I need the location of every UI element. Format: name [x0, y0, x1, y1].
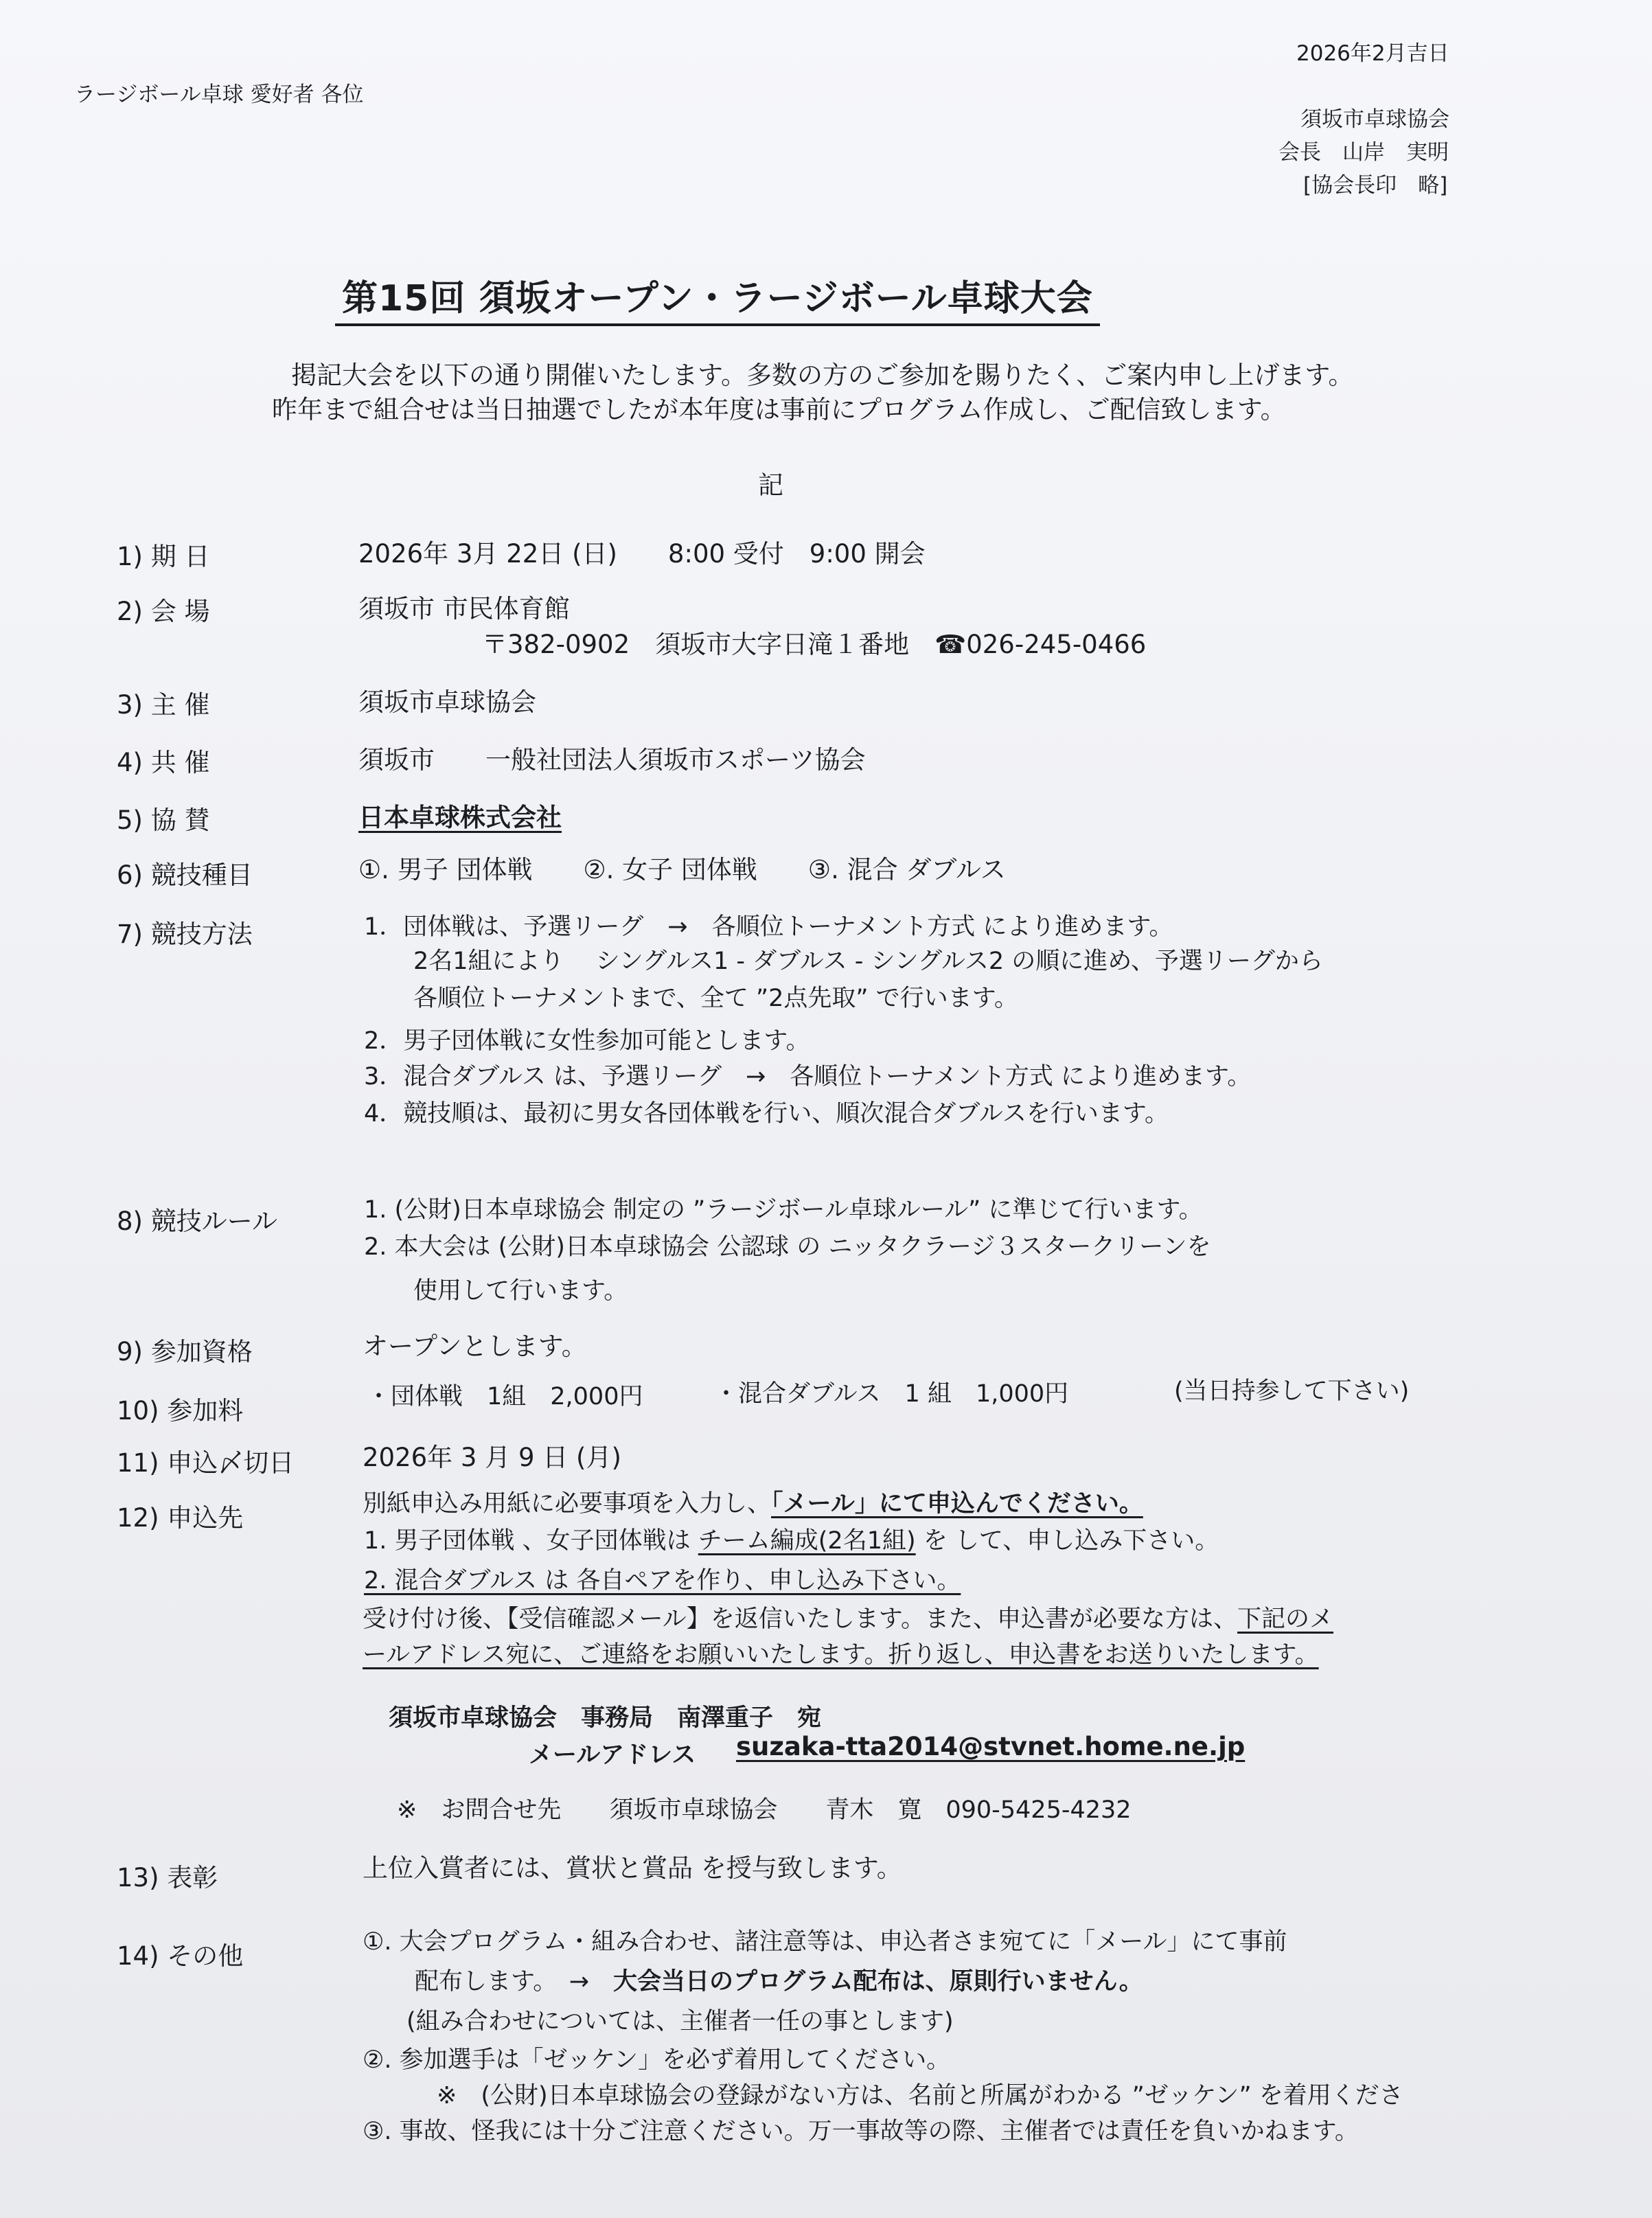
fee-team: ・団体戦 1組 2,000円	[367, 1383, 643, 1410]
value-eligibility: オープンとします。	[363, 1331, 587, 1361]
value-deadline: 2026年 3 月 9 日 (月)	[363, 1443, 621, 1472]
label-date: 1) 期 日	[117, 542, 210, 571]
page-title: 第15回 須坂オープン・ラージボール卓球大会	[335, 269, 1100, 326]
apply-office: 須坂市卓球協会 事務局 南澤重子 宛	[389, 1704, 822, 1732]
other-line-6: ③. 事故、怪我には十分ご注意ください。万一事故等の際、主催者では責任を負いかねます。	[363, 2118, 1359, 2145]
label-sponsor: 5) 協 賛	[117, 805, 210, 835]
other-program-notice: 大会当日のプログラム配布は、原則行いません。	[613, 1968, 1143, 1996]
method-line-5: 3．混合ダブルス は、予選リーグ → 各順位トーナメント方式 により進めます。	[364, 1063, 1252, 1090]
value-cohost: 須坂市 一般社団法人須坂市スポーツ協会	[358, 745, 866, 775]
label-method: 7) 競技方法	[117, 919, 253, 949]
sender-org: 須坂市卓球協会	[1300, 107, 1449, 132]
apply-team-format: チーム編成(2名1組)	[698, 1527, 916, 1555]
apply-line-1	[363, 1485, 1143, 1519]
apply-line-2	[364, 1522, 1219, 1556]
label-deadline: 11) 申込〆切日	[117, 1448, 295, 1478]
value-events: ①. 男子 団体戦 ②. 女子 団体戦 ③. 混合 ダブルス	[358, 855, 1006, 884]
other-line-2	[415, 1963, 1143, 1997]
apply-line-2-text: 1. 男子団体戦 、女子団体戦は	[364, 1527, 698, 1555]
inquiry-line: ※ お問合せ先 須坂市卓球協会 青木 寛 090-5425-4232	[397, 1796, 1132, 1824]
apply-line-5: ールアドレス宛に、ご連絡をお願いいたします。折り返し、申込書をお送りいたします。	[363, 1641, 1319, 1669]
other-line-2-text: 配布します。 →	[415, 1968, 614, 1996]
label-events: 6) 競技種目	[117, 860, 253, 890]
label-rules: 8) 競技ルール	[117, 1207, 277, 1236]
label-apply: 12) 申込先	[117, 1503, 244, 1533]
method-line-6: 4．競技順は、最初に男女各団体戦を行い、順次混合ダブルスを行います。	[364, 1100, 1169, 1128]
apply-line-1-text: 別紙申込み用紙に必要事項を入力し、	[363, 1490, 772, 1518]
label-cohost: 4) 共 催	[117, 748, 210, 777]
ki-mark: 記	[758, 470, 783, 500]
intro-line-2: 昨年まで組合せは当日抽選でしたが本年度は事前にプログラム作成し、ご配信致します。	[272, 395, 1286, 424]
apply-mail-instruction: 「メール」にて申込んでください。	[771, 1490, 1143, 1518]
rules-line-1: 1. (公財)日本卓球協会 制定の ”ラージボール卓球ルール” に準じて行います。	[364, 1196, 1203, 1224]
rules-line-3: 使用して行います。	[413, 1277, 628, 1305]
other-line-3: (組み合わせについては、主催者一任の事とします)	[406, 2008, 954, 2035]
fee-mixed: ・混合ダブルス 1 組 1,000円	[714, 1380, 1069, 1408]
label-venue: 2) 会 場	[117, 597, 210, 626]
apply-line-4-underlined: 下記のメ	[1237, 1605, 1334, 1633]
label-award: 13) 表彰	[117, 1863, 218, 1893]
label-fee: 10) 参加料	[117, 1396, 244, 1426]
method-line-1: 1．団体戦は、予選リーグ → 各順位トーナメント方式 により進めます。	[364, 913, 1173, 941]
other-line-5: ※ (公財)日本卓球協会の登録がない方は、名前と所属がわかる ”ゼッケン” を着用くださ	[437, 2082, 1403, 2110]
seal-note: [協会長印 略]	[1303, 173, 1448, 198]
sender-name: 会長 山岸 実明	[1278, 140, 1449, 165]
email-label: メールアドレス	[529, 1741, 696, 1769]
other-line-1: ①. 大会プログラム・組み合わせ、諸注意等は、申込者さま宛てに「メール」にて事前	[363, 1928, 1287, 1956]
venue-address: 〒382-0902 須坂市大字日滝１番地 ☎026-245-0466	[482, 630, 1147, 659]
value-sponsor: 日本卓球株式会社	[358, 803, 562, 832]
intro-line-1: 掲記大会を以下の通り開催いたします。多数の方のご参加を賜りたく、ご案内申し上げます。	[291, 361, 1354, 390]
label-eligibility: 9) 参加資格	[117, 1337, 253, 1367]
recipient-line: ラージボール卓球 愛好者 各位	[74, 82, 364, 107]
rules-line-2: 2. 本大会は (公財)日本卓球協会 公認球 の ニッタクラージ３スタークリーンを	[364, 1233, 1211, 1261]
other-line-4: ②. 参加選手は「ゼッケン」を必ず着用してください。	[363, 2046, 951, 2074]
method-line-2: 2名1組により シングルス1 - ダブルス - シングルス2 の順に進め、予選リーグから	[413, 948, 1323, 975]
label-host: 3) 主 催	[117, 690, 210, 720]
fee-note: (当日持参して下さい)	[1174, 1377, 1410, 1405]
apply-line-2-tail: を して、申し込み下さい。	[915, 1527, 1219, 1555]
document-date: 2026年2月吉日	[1296, 41, 1449, 66]
apply-line-4	[363, 1600, 1333, 1634]
method-line-3: 各順位トーナメントまで、全て ”2点先取” で行います。	[413, 985, 1018, 1012]
method-line-4: 2．男子団体戦に女性参加可能とします。	[364, 1027, 810, 1055]
value-venue: 須坂市 市民体育館	[358, 594, 570, 624]
label-other: 14) その他	[117, 1941, 244, 1971]
value-host: 須坂市卓球協会	[358, 687, 536, 717]
value-date: 2026年 3月 22日 (日) 8:00 受付 9:00 開会	[358, 539, 926, 569]
email-link[interactable]: suzaka-tta2014@stvnet.home.ne.jp	[736, 1732, 1246, 1761]
apply-line-4-text: 受け付け後、【受信確認メール】を返信いたします。また、申込書が必要な方は、	[363, 1605, 1238, 1633]
value-award: 上位入賞者には、賞状と賞品 を授与致します。	[363, 1853, 902, 1883]
apply-line-3: 2. 混合ダブルス は 各自ペアを作り、申し込み下さい。	[364, 1567, 961, 1594]
